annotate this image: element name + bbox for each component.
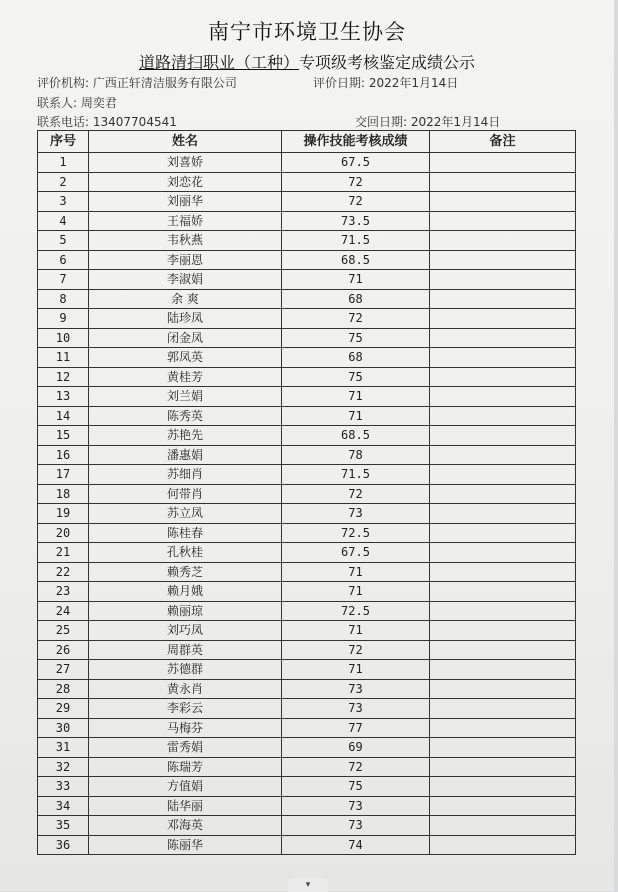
cell-score: 73 (282, 796, 430, 816)
table-row (38, 640, 576, 660)
cell-no: 11 (38, 348, 89, 368)
cell-note (430, 465, 576, 485)
cell-no: 4 (38, 211, 89, 231)
cell-no: 21 (38, 543, 89, 563)
contact-value: 周奕君 (80, 96, 117, 110)
table-row (38, 172, 576, 192)
cell-no: 12 (38, 367, 89, 387)
cell-no: 18 (38, 484, 89, 504)
table-row (38, 504, 576, 524)
table-row (38, 387, 576, 407)
cell-note (430, 445, 576, 465)
cell-score: 72.5 (282, 601, 430, 621)
cell-score: 72 (282, 172, 430, 192)
cell-note (430, 718, 576, 738)
cell-no: 26 (38, 640, 89, 660)
cell-note (430, 211, 576, 231)
table-row (38, 777, 576, 797)
cell-name: 刘喜娇 (89, 153, 282, 173)
cell-no: 31 (38, 738, 89, 758)
cell-note (430, 426, 576, 446)
cell-note (430, 406, 576, 426)
cell-name: 余 爽 (89, 289, 282, 309)
score-table (37, 130, 576, 855)
table-row (38, 757, 576, 777)
contact-line (37, 94, 117, 111)
page-footer-tab[interactable] (288, 878, 328, 892)
cell-name: 陈秀英 (89, 406, 282, 426)
cell-name: 刘恋花 (89, 172, 282, 192)
table-row (38, 523, 576, 543)
phone-line (37, 113, 177, 130)
cell-score: 71 (282, 270, 430, 290)
table-row (38, 445, 576, 465)
cell-note (430, 640, 576, 660)
cell-score: 78 (282, 445, 430, 465)
table-header-row (38, 131, 576, 153)
cell-name: 苏德群 (89, 660, 282, 680)
table-row (38, 699, 576, 719)
submit-date-line (355, 113, 500, 130)
cell-score: 72 (282, 309, 430, 329)
cell-no: 29 (38, 699, 89, 719)
table-row (38, 426, 576, 446)
eval-date-line (313, 74, 458, 91)
cell-no: 5 (38, 231, 89, 251)
cell-score: 71 (282, 562, 430, 582)
cell-no: 24 (38, 601, 89, 621)
cell-name: 李彩云 (89, 699, 282, 719)
table-row (38, 621, 576, 641)
cell-score: 74 (282, 835, 430, 855)
cell-name: 刘兰娟 (89, 387, 282, 407)
cell-name: 赖秀芝 (89, 562, 282, 582)
cell-name: 陈丽华 (89, 835, 282, 855)
cell-note (430, 270, 576, 290)
cell-note (430, 621, 576, 641)
column-header-no: 序号 (38, 131, 89, 153)
cell-no: 3 (38, 192, 89, 212)
cell-note (430, 523, 576, 543)
cell-name: 苏细肖 (89, 465, 282, 485)
table-row (38, 484, 576, 504)
cell-score: 71 (282, 406, 430, 426)
subtitle-rest: 专项级考核鉴定成绩公示 (299, 53, 476, 72)
table-row (38, 601, 576, 621)
table-row (38, 543, 576, 563)
cell-score: 69 (282, 738, 430, 758)
cell-note (430, 738, 576, 758)
cell-name: 郭凤英 (89, 348, 282, 368)
cell-name: 韦秋燕 (89, 231, 282, 251)
cell-no: 36 (38, 835, 89, 855)
table-row (38, 192, 576, 212)
table-row (38, 562, 576, 582)
cell-no: 15 (38, 426, 89, 446)
cell-score: 67.5 (282, 543, 430, 563)
cell-score: 75 (282, 367, 430, 387)
cell-note (430, 835, 576, 855)
cell-name: 邓海英 (89, 816, 282, 836)
cell-name: 马梅芬 (89, 718, 282, 738)
cell-name: 黄桂芳 (89, 367, 282, 387)
column-header-name: 姓名 (89, 131, 282, 153)
phone-label: 联系电话: (37, 115, 90, 129)
cell-score: 68 (282, 289, 430, 309)
cell-name: 方值娟 (89, 777, 282, 797)
cell-no: 17 (38, 465, 89, 485)
cell-no: 25 (38, 621, 89, 641)
cell-name: 陆华丽 (89, 796, 282, 816)
table-row (38, 465, 576, 485)
cell-score: 73.5 (282, 211, 430, 231)
cell-note (430, 367, 576, 387)
cell-score: 67.5 (282, 153, 430, 173)
cell-name: 赖丽琼 (89, 601, 282, 621)
eval-date-value: 2022年1月14日 (368, 76, 459, 90)
table-row (38, 816, 576, 836)
table-row (38, 309, 576, 329)
cell-no: 10 (38, 328, 89, 348)
cell-name: 苏艳先 (89, 426, 282, 446)
cell-score: 72 (282, 484, 430, 504)
phone-value: 13407704541 (92, 115, 177, 129)
cell-score: 71 (282, 660, 430, 680)
table-body (38, 153, 576, 855)
cell-score: 73 (282, 699, 430, 719)
cell-no: 14 (38, 406, 89, 426)
subtitle-job: 道路清扫 (138, 53, 203, 72)
cell-note (430, 387, 576, 407)
cell-note (430, 796, 576, 816)
cell-no: 13 (38, 387, 89, 407)
cell-note (430, 289, 576, 309)
cell-note (430, 660, 576, 680)
cell-name: 刘巧凤 (89, 621, 282, 641)
submit-date-label: 交回日期: (355, 115, 408, 129)
table-row (38, 153, 576, 173)
contact-label: 联系人: (37, 96, 78, 110)
cell-note (430, 679, 576, 699)
table-row (38, 231, 576, 251)
cell-no: 27 (38, 660, 89, 680)
cell-note (430, 172, 576, 192)
table-row (38, 582, 576, 602)
table-row (38, 796, 576, 816)
cell-no: 28 (38, 679, 89, 699)
chevron-down-icon: ▾ (305, 880, 311, 890)
cell-no: 30 (38, 718, 89, 738)
document-title: 南宁市环境卫生协会 (208, 20, 406, 44)
cell-note (430, 504, 576, 524)
cell-name: 李丽恩 (89, 250, 282, 270)
cell-note (430, 192, 576, 212)
cell-no: 35 (38, 816, 89, 836)
cell-name: 陈瑞芳 (89, 757, 282, 777)
cell-score: 71.5 (282, 465, 430, 485)
cell-score: 72.5 (282, 523, 430, 543)
cell-no: 16 (38, 445, 89, 465)
cell-name: 赖月娥 (89, 582, 282, 602)
cell-score: 75 (282, 328, 430, 348)
table-row (38, 250, 576, 270)
cell-score: 71 (282, 621, 430, 641)
cell-note (430, 562, 576, 582)
cell-name: 雷秀娟 (89, 738, 282, 758)
column-header-score: 操作技能考核成绩 (282, 131, 430, 153)
cell-no: 2 (38, 172, 89, 192)
org-value: 广西正轩清洁服务有限公司 (92, 76, 237, 90)
cell-score: 72 (282, 192, 430, 212)
cell-name: 潘惠娟 (89, 445, 282, 465)
document-subtitle (0, 50, 614, 73)
cell-note (430, 816, 576, 836)
cell-note (430, 582, 576, 602)
cell-score: 71 (282, 387, 430, 407)
cell-note (430, 309, 576, 329)
cell-no: 7 (38, 270, 89, 290)
cell-name: 周群英 (89, 640, 282, 660)
cell-name: 刘丽华 (89, 192, 282, 212)
table-row (38, 270, 576, 290)
table-row (38, 406, 576, 426)
cell-note (430, 757, 576, 777)
cell-score: 71.5 (282, 231, 430, 251)
cell-name: 何带肖 (89, 484, 282, 504)
table-row (38, 738, 576, 758)
cell-note (430, 153, 576, 173)
cell-score: 72 (282, 640, 430, 660)
table-row (38, 328, 576, 348)
cell-score: 75 (282, 777, 430, 797)
cell-name: 陆珍凤 (89, 309, 282, 329)
table-row (38, 718, 576, 738)
cell-no: 1 (38, 153, 89, 173)
cell-name: 黄永肖 (89, 679, 282, 699)
table-row (38, 835, 576, 855)
cell-note (430, 484, 576, 504)
org-line (37, 74, 237, 91)
cell-score: 68.5 (282, 426, 430, 446)
cell-note (430, 699, 576, 719)
cell-name: 孔秋桂 (89, 543, 282, 563)
cell-note (430, 348, 576, 368)
cell-note (430, 328, 576, 348)
cell-no: 22 (38, 562, 89, 582)
cell-no: 19 (38, 504, 89, 524)
table-row (38, 679, 576, 699)
cell-no: 32 (38, 757, 89, 777)
cell-no: 20 (38, 523, 89, 543)
cell-note (430, 250, 576, 270)
table-row (38, 660, 576, 680)
cell-score: 71 (282, 582, 430, 602)
org-label: 评价机构: (37, 76, 90, 90)
cell-no: 9 (38, 309, 89, 329)
column-header-note: 备注 (430, 131, 576, 153)
cell-score: 73 (282, 504, 430, 524)
cell-note (430, 543, 576, 563)
cell-no: 23 (38, 582, 89, 602)
cell-score: 73 (282, 816, 430, 836)
cell-name: 陈桂春 (89, 523, 282, 543)
table-row (38, 289, 576, 309)
cell-note (430, 231, 576, 251)
cell-note (430, 777, 576, 797)
table-row (38, 367, 576, 387)
cell-score: 72 (282, 757, 430, 777)
cell-score: 68.5 (282, 250, 430, 270)
cell-no: 8 (38, 289, 89, 309)
cell-name: 苏立凤 (89, 504, 282, 524)
cell-no: 34 (38, 796, 89, 816)
subtitle-occupation: 职业（工种） (202, 53, 299, 72)
submit-date-value: 2022年1月14日 (410, 115, 501, 129)
cell-no: 33 (38, 777, 89, 797)
cell-name: 王福娇 (89, 211, 282, 231)
cell-note (430, 601, 576, 621)
cell-no: 6 (38, 250, 89, 270)
cell-score: 68 (282, 348, 430, 368)
eval-date-label: 评价日期: (313, 76, 366, 90)
table-row (38, 348, 576, 368)
cell-score: 77 (282, 718, 430, 738)
table-row (38, 211, 576, 231)
cell-name: 李淑娟 (89, 270, 282, 290)
cell-name: 闭金凤 (89, 328, 282, 348)
cell-score: 73 (282, 679, 430, 699)
